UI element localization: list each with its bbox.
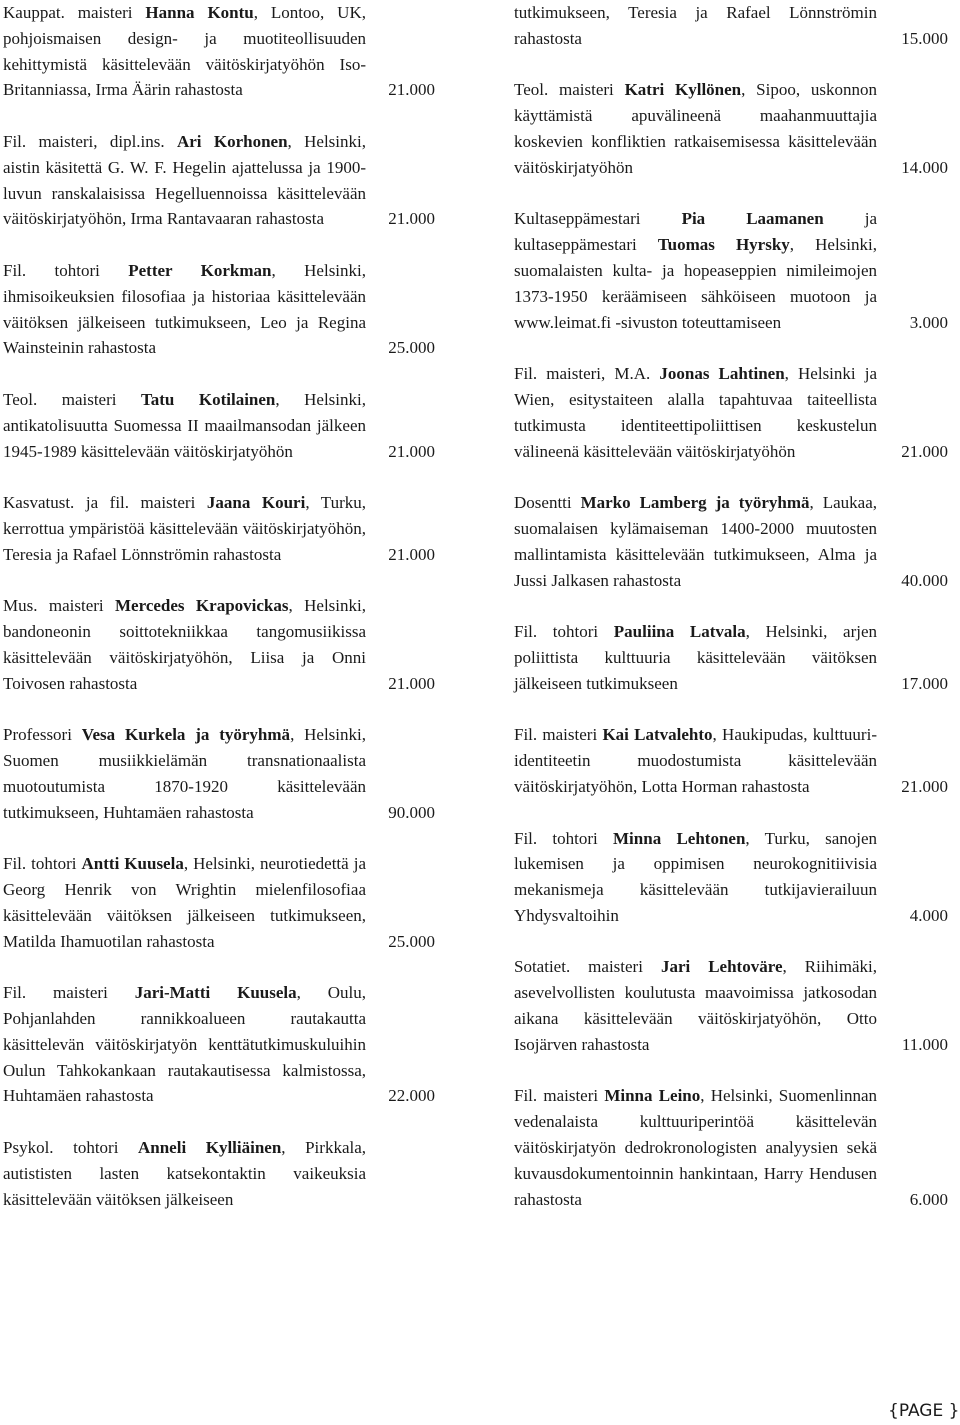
- entry-text: Fil. tohtori Antti Kuusela, Helsinki, neurotiedettä ja Georg Henrik von Wrightin mielenfilosofiaa käsittelevään väitöksen jälkeiseen tutkimukseen, Matilda Ihamuotilan rahastosta: [3, 854, 366, 951]
- entry-text: Fil. tohtori Petter Korkman, Helsinki, ihmisoikeuksien filosofiaa ja historiaa käsittelevään väitöksen jälkeiseen tutkimukseen, Leo ja Regina Wainsteinin rahastosta: [3, 260, 367, 358]
- left-column: [3, 0, 435, 1238]
- grant-entry: [514, 954, 948, 1057]
- grant-entry: [514, 722, 948, 799]
- entry-text: Kauppat. maisteri Hanna Kontu, Lontoo, UK, pohjoismaisen design- ja muotiteollisuuden kehittymistä käsittelevään väitöskirjatyöhön Iso-Britanniassa, Irma Äärin rahastosta: [3, 3, 366, 100]
- recipient-name: Mercedes Krapovickas: [115, 596, 289, 616]
- entry-text: Fil. maisteri Kai Latvalehto, Haukipudas, kulttuuri-identiteetin muodostumista käsittelevään väitöskirjatyöhön, Lotta Horman rahastosta: [514, 725, 877, 796]
- grant-entry: [514, 1083, 948, 1212]
- grant-amount: 3.000: [909, 312, 948, 332]
- grant-amount: 15.000: [901, 28, 948, 48]
- page-number-field: {PAGE }: [888, 1401, 960, 1421]
- grant-amount: 14.000: [901, 157, 948, 177]
- grant-amount: 6.000: [909, 1189, 948, 1209]
- grant-amount: 21.000: [388, 209, 435, 229]
- recipient-name: Katri Kyllönen: [624, 80, 742, 100]
- recipient-name: Ari Korhonen: [176, 131, 288, 151]
- entry-text: Teol. maisteri Katri Kyllönen, Sipoo, uskonnon käyttämistä apuvälineenä maahanmuuttajia koskevien konfliktien ratkaisemisessa käsittelevään väitöskirjatyöhön: [514, 80, 878, 177]
- recipient-name: Petter Korkman: [128, 260, 272, 280]
- grant-amount: 40.000: [901, 570, 948, 590]
- grant-entry: [3, 1135, 435, 1212]
- recipient-name: Jari-Matti Kuusela: [134, 983, 297, 1003]
- recipient-name: Joonas Lahtinen: [659, 364, 785, 384]
- recipient-name: Hanna Kontu: [145, 3, 254, 22]
- entry-text: Dosentti Marko Lamberg ja työryhmä, Laukaa, suomalaisen kylämaiseman 1400-2000 muutosten mallintamista käsittelevään tutkimukseen, Alma ja Jussi Jalkasen rahastosta: [514, 493, 878, 590]
- grant-amount: 21.000: [901, 776, 948, 796]
- grant-entry: [514, 826, 948, 929]
- right-column: [514, 0, 948, 1238]
- recipient-name: Tatu Kotilainen: [140, 389, 276, 409]
- grant-entry: [514, 0, 948, 52]
- recipient-name: Jari Lehtoväre: [660, 957, 783, 977]
- grant-entry: [3, 258, 435, 361]
- grant-amount: 21.000: [388, 441, 435, 461]
- entry-text: Psykol. tohtori Anneli Kylliäinen, Pirkkala, autististen lasten katsekontaktin vaikeuksia käsittelevään väitöksen jälkeiseen: [3, 1138, 367, 1209]
- recipient-name: Minna Leino: [604, 1086, 701, 1106]
- recipient-name: Jaana Kouri: [206, 493, 306, 513]
- grant-entry: [3, 387, 435, 464]
- recipient-name: Marko Lamberg ja työryhmä: [580, 493, 810, 513]
- grant-amount: 21.000: [388, 80, 435, 100]
- grant-entry: [3, 490, 435, 567]
- recipient-name: Anneli Kylliäinen: [137, 1138, 282, 1158]
- grant-entry: [3, 0, 435, 103]
- recipient-name: Vesa Kurkela ja työryhmä: [81, 725, 291, 745]
- grant-amount: 25.000: [388, 931, 435, 951]
- entry-text: Sotatiet. maisteri Jari Lehtoväre, Riihimäki, asevelvollisten koulutusta maavoimissa jatkosodan aikana käsittelevään väitöskirjatyöhön, Otto Isojärven rahastosta: [514, 957, 878, 1054]
- grant-entry: [514, 619, 948, 696]
- grant-amount: 11.000: [901, 1034, 948, 1054]
- entry-text: Fil. maisteri, dipl.ins. Ari Korhonen, Helsinki, aistin käsitettä G. W. F. Hegelin ajattelussa ja 1900-luvun ranskalaisissa Hegelluennoissa käsittelevään väitöskirjatyöhön, Irma Rantavaaran rahastosta: [3, 131, 366, 229]
- recipient-name: Pauliina Latvala: [613, 622, 746, 642]
- entry-text: Fil. maisteri Minna Leino, Helsinki, Suomenlinnan vedenalaista kulttuuriperintöä käsittelevän väitöskirjatyön dedrokronologisten analyysien sekä kuvausdokumentoinnin hankintaan, Harry Hendusen rahastosta: [514, 1086, 877, 1209]
- entry-text: Fil. tohtori Minna Lehtonen, Turku, sanojen lukemisen ja oppimisen neurokognitiivisia mekanismeja käsittelevään tutkijavierailuun Yhdysvaltoihin: [514, 828, 878, 925]
- grant-amount: 22.000: [388, 1086, 435, 1106]
- entry-text: Kultaseppämestari Pia Laamanen ja kultaseppämestari Tuomas Hyrsky, Helsinki, suomalaisten kulta- ja hopeaseppien nimileimojen 1373-1950 keräämiseen sähköiseen muotoon ja www.leimat.fi -sivuston toteuttamiseen: [514, 209, 877, 332]
- grant-entry: [3, 980, 435, 1109]
- entry-text: Fil. tohtori Pauliina Latvala, Helsinki, arjen poliittista kulttuuria käsittelevään väitöksen jälkeiseen tutkimukseen: [514, 622, 878, 693]
- grant-entry: [514, 206, 948, 335]
- grant-amount: 25.000: [388, 338, 435, 358]
- grant-entry: [514, 77, 948, 180]
- entry-text: Fil. maisteri Jari-Matti Kuusela, Oulu, Pohjanlahden rannikkoalueen rautakautta käsittelevän väitöskirjatyön kenttätutkimuskuluihin Oulun Tahkokankaan rautakautisessa kalmistossa, Huhtamäen rahastosta: [3, 983, 366, 1106]
- grant-amount: 90.000: [388, 802, 435, 822]
- entry-text: Kasvatust. ja fil. maisteri Jaana Kouri, Turku, kerrottua ympäristöä käsittelevään väitöskirjatyöhön, Teresia ja Rafael Lönnströmin rahastosta: [3, 493, 366, 564]
- grant-entry: [3, 851, 435, 954]
- entry-text: tutkimukseen, Teresia ja Rafael Lönnströmin rahastosta: [514, 3, 877, 48]
- recipient-name: Kai Latvalehto: [602, 725, 713, 745]
- grant-entry: [514, 490, 948, 593]
- recipient-name: Minna Lehtonen: [613, 828, 746, 848]
- recipient-name: Tuomas Hyrsky: [657, 235, 790, 255]
- grant-amount: 17.000: [901, 673, 948, 693]
- entry-text: Professori Vesa Kurkela ja työryhmä, Helsinki, Suomen musiikkielämän transnationaalista muotoutumista 1870-1920 käsittelevään tutkimukseen, Huhtamäen rahastosta: [3, 725, 366, 822]
- recipient-name: Antti Kuusela: [81, 854, 184, 874]
- grant-amount: 21.000: [388, 544, 435, 564]
- entry-text: Fil. maisteri, M.A. Joonas Lahtinen, Helsinki ja Wien, esitystaiteen alalla tapahtuvaa taiteellista tutkimusta identiteettipoliittisen keskustelun välineenä käsittelevään väitöskirjatyöhön: [514, 364, 877, 461]
- grant-entry: [3, 722, 435, 825]
- entry-text: Teol. maisteri Tatu Kotilainen, Helsinki, antikatolisuutta Suomessa II maailmansodan jälkeen 1945-1989 käsittelevään väitöskirjatyöhön: [3, 389, 366, 461]
- grant-entry: [3, 593, 435, 696]
- grant-amount: 21.000: [901, 441, 948, 461]
- grant-amount: 4.000: [909, 905, 948, 925]
- recipient-name: Pia Laamanen: [681, 209, 824, 229]
- grant-amount: 21.000: [388, 673, 435, 693]
- grant-entry: [514, 361, 948, 464]
- grant-entry: [3, 129, 435, 232]
- entry-text: Mus. maisteri Mercedes Krapovickas, Helsinki, bandoneonin soittotekniikkaa tangomusiikissa käsittelevään väitöskirjatyöhön, Liisa ja Onni Toivosen rahastosta: [3, 596, 366, 693]
